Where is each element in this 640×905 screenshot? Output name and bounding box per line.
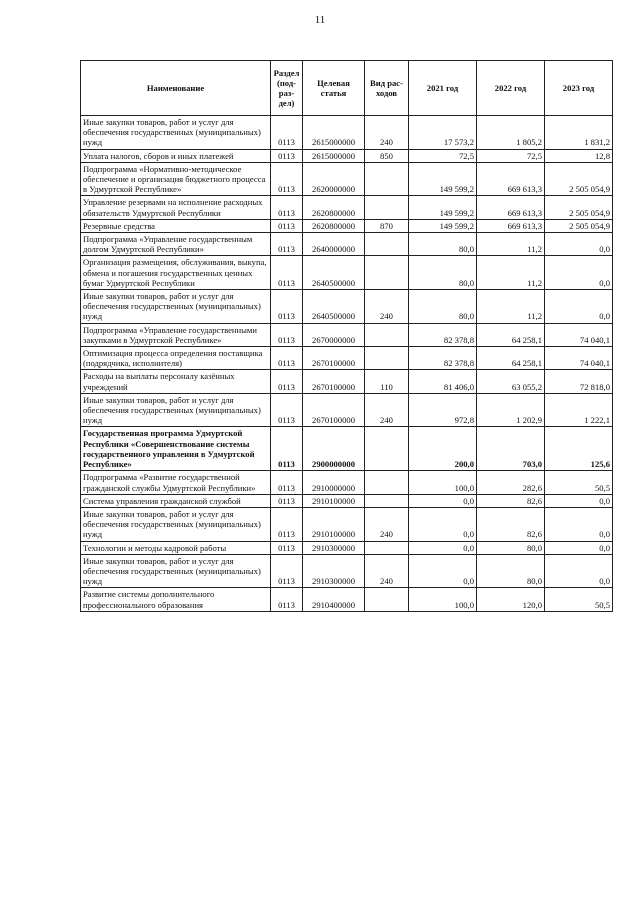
cell-2021: 100,0 [409, 588, 477, 611]
cell-name: Подпрограмма «Нормативно-методическое обеспечение и организация бюджетного процесса в Удмуртской Республике» [81, 162, 271, 196]
cell-target: 2615000000 [303, 116, 365, 150]
table-row [81, 471, 613, 494]
table-row [81, 370, 613, 393]
cell-target: 2620800000 [303, 219, 365, 232]
column-header-2022: 2022 год [477, 61, 545, 116]
cell-name: Расходы на выплаты персоналу казённых учреждений [81, 370, 271, 393]
cell-2022: 11,2 [477, 290, 545, 324]
cell-2021: 0,0 [409, 507, 477, 541]
cell-2021: 0,0 [409, 494, 477, 507]
table-row [81, 393, 613, 427]
cell-section: 0113 [271, 162, 303, 196]
cell-section: 0113 [271, 541, 303, 554]
cell-name: Государственная программа Удмуртской Республики «Совершенствование системы государственного управления в Удмуртской Республике» [81, 427, 271, 471]
cell-2023: 0,0 [545, 233, 613, 256]
cell-2022: 1 805,2 [477, 116, 545, 150]
table-row [81, 149, 613, 162]
cell-type: 240 [365, 507, 409, 541]
cell-2021: 82 378,8 [409, 347, 477, 370]
cell-name: Подпрограмма «Управление государственным долгом Удмуртской Республики» [81, 233, 271, 256]
budget-table [80, 60, 613, 612]
cell-2022: 669 613,3 [477, 196, 545, 219]
cell-target: 2670100000 [303, 370, 365, 393]
cell-2021: 82 378,8 [409, 323, 477, 346]
column-header-section: Раздел (под-раз-дел) [271, 61, 303, 116]
cell-section: 0113 [271, 554, 303, 588]
cell-target: 2640500000 [303, 256, 365, 290]
cell-name: Развитие системы дополнительного профессионального образования [81, 588, 271, 611]
cell-2023: 50,5 [545, 588, 613, 611]
cell-section: 0113 [271, 507, 303, 541]
cell-2023: 50,5 [545, 471, 613, 494]
cell-2022: 64 258,1 [477, 323, 545, 346]
cell-2021: 149 599,2 [409, 219, 477, 232]
cell-section: 0113 [271, 471, 303, 494]
cell-2021: 100,0 [409, 471, 477, 494]
cell-type: 240 [365, 290, 409, 324]
column-header-2023: 2023 год [545, 61, 613, 116]
cell-type [365, 162, 409, 196]
cell-2022: 80,0 [477, 554, 545, 588]
cell-section: 0113 [271, 494, 303, 507]
cell-section: 0113 [271, 588, 303, 611]
cell-2023: 74 040,1 [545, 323, 613, 346]
cell-target: 2670100000 [303, 393, 365, 427]
cell-section: 0113 [271, 393, 303, 427]
cell-2023: 0,0 [545, 290, 613, 324]
table-row [81, 256, 613, 290]
cell-2022: 11,2 [477, 256, 545, 290]
cell-2022: 703,0 [477, 427, 545, 471]
cell-2023: 72 818,0 [545, 370, 613, 393]
cell-target: 2620800000 [303, 196, 365, 219]
cell-2021: 17 573,2 [409, 116, 477, 150]
cell-target: 2910100000 [303, 494, 365, 507]
cell-type [365, 233, 409, 256]
table-row [81, 290, 613, 324]
table-row [81, 507, 613, 541]
cell-target: 2615000000 [303, 149, 365, 162]
cell-2023: 1 222,1 [545, 393, 613, 427]
cell-name: Оптимизация процесса определения поставщика (подрядчика, исполнителя) [81, 347, 271, 370]
table-row [81, 116, 613, 150]
cell-section: 0113 [271, 323, 303, 346]
cell-type [365, 347, 409, 370]
cell-name: Иные закупки товаров, работ и услуг для обеспечения государственных (муниципальных) нужд [81, 393, 271, 427]
cell-2023: 0,0 [545, 541, 613, 554]
cell-2023: 0,0 [545, 494, 613, 507]
cell-name: Управление резервами на исполнение расходных обязательств Удмуртской Республики [81, 196, 271, 219]
column-header-type: Вид рас-ходов [365, 61, 409, 116]
cell-section: 0113 [271, 219, 303, 232]
cell-2022: 82,6 [477, 507, 545, 541]
cell-section: 0113 [271, 196, 303, 219]
cell-target: 2900000000 [303, 427, 365, 471]
cell-type: 240 [365, 116, 409, 150]
table-row [81, 196, 613, 219]
cell-name: Резервные средства [81, 219, 271, 232]
cell-type [365, 196, 409, 219]
cell-type [365, 471, 409, 494]
cell-2022: 1 202,9 [477, 393, 545, 427]
cell-type [365, 256, 409, 290]
column-header-target: Целевая статья [303, 61, 365, 116]
cell-target: 2640500000 [303, 290, 365, 324]
cell-2022: 64 258,1 [477, 347, 545, 370]
cell-2023: 125,6 [545, 427, 613, 471]
table-row [81, 494, 613, 507]
cell-2021: 972,8 [409, 393, 477, 427]
cell-2021: 80,0 [409, 290, 477, 324]
cell-section: 0113 [271, 149, 303, 162]
cell-2022: 669 613,3 [477, 219, 545, 232]
cell-name: Технологии и методы кадровой работы [81, 541, 271, 554]
cell-target: 2910300000 [303, 541, 365, 554]
cell-type [365, 588, 409, 611]
cell-name: Уплата налогов, сборов и иных платежей [81, 149, 271, 162]
cell-2021: 80,0 [409, 233, 477, 256]
cell-name: Организация размещения, обслуживания, выкупа, обмена и погашения государственных ценных бумаг Удмуртской Республики [81, 256, 271, 290]
cell-section: 0113 [271, 427, 303, 471]
cell-target: 2910000000 [303, 471, 365, 494]
table-row [81, 233, 613, 256]
table-row [81, 162, 613, 196]
cell-2023: 2 505 054,9 [545, 162, 613, 196]
cell-section: 0113 [271, 290, 303, 324]
cell-2023: 2 505 054,9 [545, 196, 613, 219]
cell-2023: 0,0 [545, 507, 613, 541]
cell-type: 870 [365, 219, 409, 232]
cell-2022: 82,6 [477, 494, 545, 507]
cell-2021: 81 406,0 [409, 370, 477, 393]
cell-name: Иные закупки товаров, работ и услуг для обеспечения государственных (муниципальных) нужд [81, 507, 271, 541]
cell-2022: 669 613,3 [477, 162, 545, 196]
cell-name: Иные закупки товаров, работ и услуг для обеспечения государственных (муниципальных) нужд [81, 116, 271, 150]
cell-2022: 120,0 [477, 588, 545, 611]
cell-target: 2910300000 [303, 554, 365, 588]
table-row [81, 588, 613, 611]
table-header-row [81, 61, 613, 116]
cell-2023: 1 831,2 [545, 116, 613, 150]
column-header-2021: 2021 год [409, 61, 477, 116]
table-row [81, 219, 613, 232]
table-row [81, 541, 613, 554]
cell-type [365, 427, 409, 471]
cell-2022: 11,2 [477, 233, 545, 256]
cell-type: 240 [365, 393, 409, 427]
cell-name: Иные закупки товаров, работ и услуг для обеспечения государственных (муниципальных) нужд [81, 554, 271, 588]
cell-name: Система управления гражданской службой [81, 494, 271, 507]
cell-2022: 72,5 [477, 149, 545, 162]
cell-2023: 12,8 [545, 149, 613, 162]
cell-type: 850 [365, 149, 409, 162]
cell-name: Подпрограмма «Развитие государственной гражданской службы Удмуртской Республики» [81, 471, 271, 494]
cell-section: 0113 [271, 347, 303, 370]
cell-2023: 0,0 [545, 256, 613, 290]
cell-2021: 0,0 [409, 554, 477, 588]
column-header-name: Наименование [81, 61, 271, 116]
cell-type [365, 541, 409, 554]
page-number: 11 [314, 14, 326, 26]
cell-target: 2910100000 [303, 507, 365, 541]
cell-target: 2640000000 [303, 233, 365, 256]
table-row [81, 554, 613, 588]
cell-2023: 0,0 [545, 554, 613, 588]
cell-2022: 80,0 [477, 541, 545, 554]
cell-section: 0113 [271, 256, 303, 290]
cell-2021: 80,0 [409, 256, 477, 290]
cell-type [365, 323, 409, 346]
cell-type: 240 [365, 554, 409, 588]
cell-section: 0113 [271, 233, 303, 256]
cell-2021: 200,0 [409, 427, 477, 471]
table-body [81, 116, 613, 612]
cell-2022: 282,6 [477, 471, 545, 494]
cell-target: 2910400000 [303, 588, 365, 611]
table-row [81, 347, 613, 370]
table-row [81, 323, 613, 346]
table-row [81, 427, 613, 471]
cell-type [365, 494, 409, 507]
cell-section: 0113 [271, 116, 303, 150]
cell-2022: 63 055,2 [477, 370, 545, 393]
cell-2021: 149 599,2 [409, 162, 477, 196]
cell-2021: 0,0 [409, 541, 477, 554]
cell-section: 0113 [271, 370, 303, 393]
cell-2021: 72,5 [409, 149, 477, 162]
cell-target: 2670000000 [303, 323, 365, 346]
cell-2023: 74 040,1 [545, 347, 613, 370]
cell-type: 110 [365, 370, 409, 393]
cell-target: 2670100000 [303, 347, 365, 370]
cell-2023: 2 505 054,9 [545, 219, 613, 232]
cell-target: 2620000000 [303, 162, 365, 196]
cell-name: Подпрограмма «Управление государственными закупками в Удмуртской Республике» [81, 323, 271, 346]
cell-name: Иные закупки товаров, работ и услуг для обеспечения государственных (муниципальных) нужд [81, 290, 271, 324]
cell-2021: 149 599,2 [409, 196, 477, 219]
